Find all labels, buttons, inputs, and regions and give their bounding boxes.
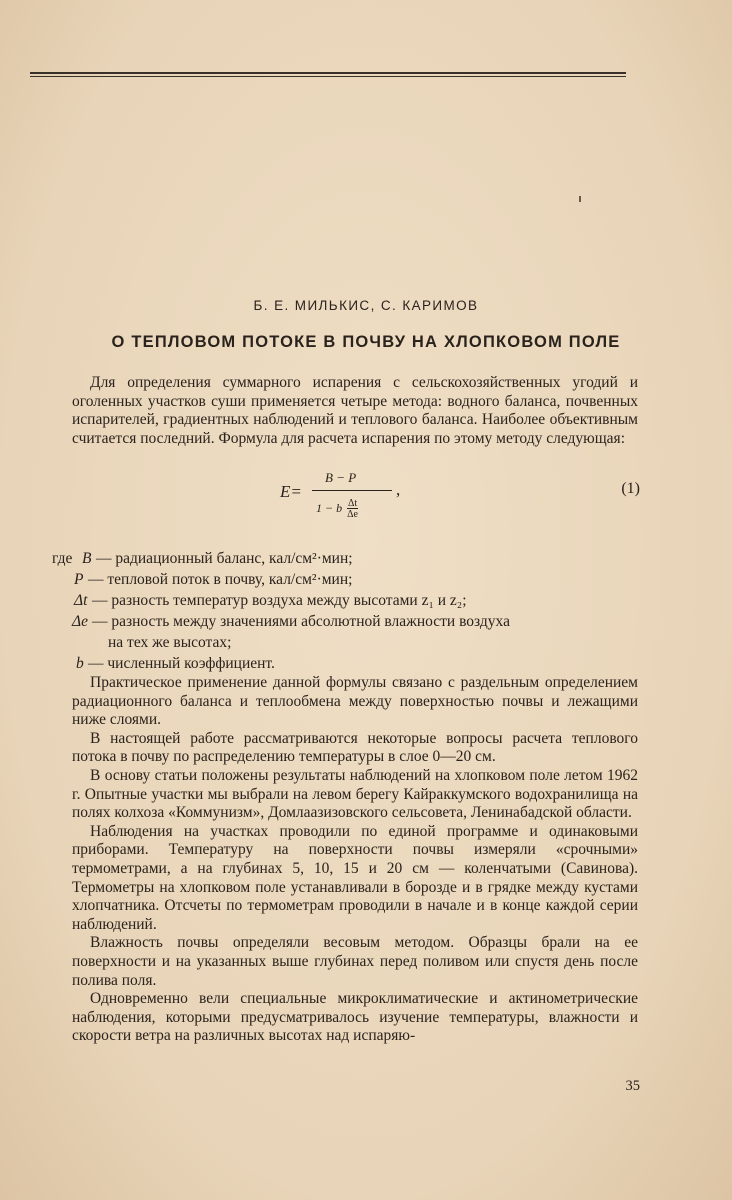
definition-item: Δt — разность температур воздуха между высотами z₁ и z₂; [74, 592, 467, 609]
top-rule [30, 70, 626, 80]
paragraph: В основу статьи положены результаты наблюдений на хлопковом поле летом 1962 г. Опытные участки мы выбрали на левом берегу Кайраккумского водохранилища на полях колхоза «Коммунизм», Домлаазизовского сельсовета, Ленинабадской области. [72, 766, 638, 822]
main-text [72, 674, 638, 1046]
definition-item: на тех же высотах; [108, 634, 232, 651]
fraction-bar [312, 490, 392, 491]
formula-1 [280, 470, 640, 530]
paragraph: В настоящей работе рассматриваются некоторые вопросы расчета теплового потока в почву по распределению температуры в слое 0—20 см. [72, 729, 638, 766]
article-title: О ТЕПЛОВОМ ПОТОКЕ В ПОЧВУ НА ХЛОПКОВОМ ПОЛЕ [111, 333, 621, 351]
formula-denominator: 1 − b $\frac{\Delta t}{\Delta e}$ [316, 498, 358, 520]
print-speck [579, 196, 581, 202]
equation-number: (1) [621, 480, 640, 497]
authors-line: Б. Е. МИЛЬКИС, С. КАРИМОВ [253, 298, 479, 313]
paragraph: Практическое применение данной формулы связано с раздельным определением радиационного баланса и теплообмена между поверхностью почвы и лежащими ниже слоями. [72, 674, 638, 729]
paragraph: Для определения суммарного испарения с сельскохозяйственных угодий и оголенных участков суши применяется четыре метода: водного баланса, почвенных испарителей, градиентных наблюдений и теплового баланса. Наиболее объективным считается последний. Формула для расчета испарения по этому методу следующая: [72, 374, 638, 447]
paragraph: Наблюдения на участках проводили по единой программе и одинаковыми приборами. Температуру на поверхности почвы измеряли «срочными» термометрами, а на глубинах 5, 10, 15 и 20 см — коленчатыми (Савинова). Термометры на хлопковом поле устанавливали в борозде и в грядке между кустами хлопчатника. Отсчеты по термометрам проводили в начале и в конце каждой серии наблюдений. [72, 822, 638, 933]
definition-item: где B — радиационный баланс, кал/см²·мин; [52, 550, 353, 567]
formula-lhs: E= [280, 482, 302, 501]
formula-numerator: B − P [325, 470, 357, 485]
definition-item: P — тепловой поток в почву, кал/см²·мин; [74, 571, 353, 588]
paragraph: Влажность почвы определяли весовым методом. Образцы брали на ее поверхности и на указанных выше глубинах перед поливом или спустя день после полива поля. [72, 934, 638, 989]
formula-comma: , [396, 480, 401, 499]
paragraph: Одновременно вели специальные микроклиматические и актинометрические наблюдения, которыми предусматривалось изучение температуры, влажности и скорости ветра на различных высотах над испаряю- [72, 990, 638, 1045]
page-number: 35 [625, 1078, 640, 1094]
definition-item: b — численный коэффициент. [76, 655, 275, 672]
definitions-list [52, 548, 638, 674]
intro-paragraph [72, 374, 638, 448]
definition-item: Δe — разность между значениями абсолютной влажности воздуха [72, 613, 510, 630]
